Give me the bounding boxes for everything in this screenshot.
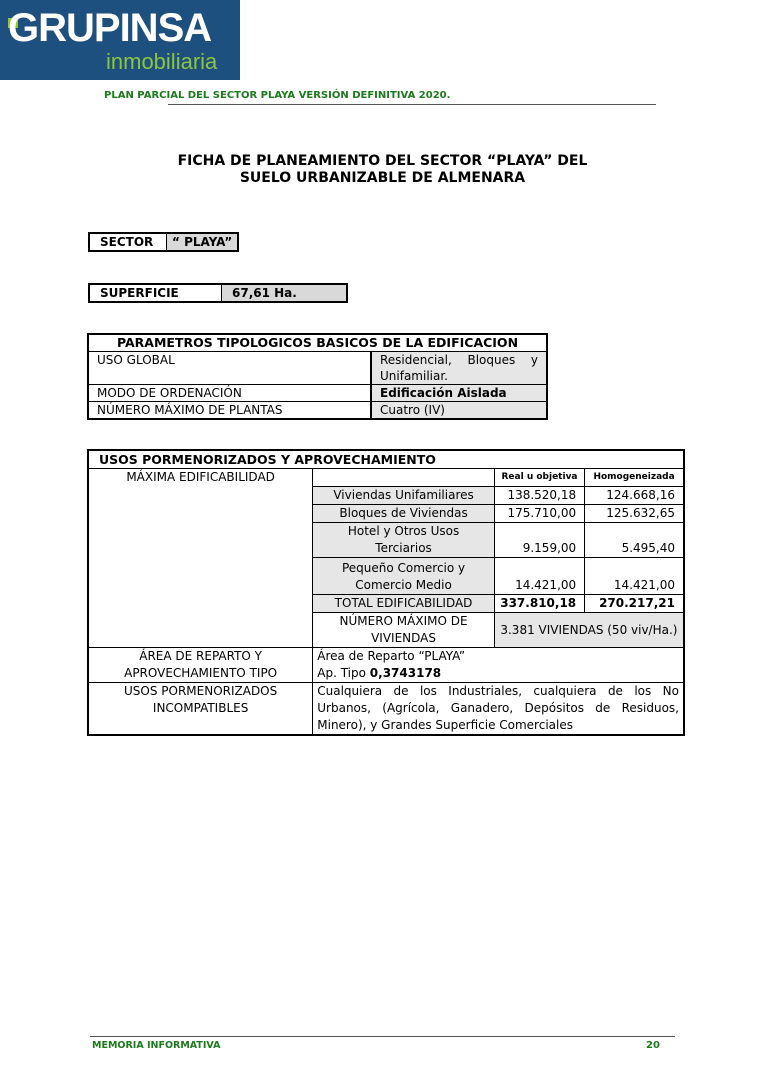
incompatibles-label-line-2: INCOMPATIBLES	[152, 701, 249, 715]
reparto-ap-tipo	[317, 665, 679, 682]
reparto-value	[313, 648, 684, 683]
table-row	[88, 402, 547, 420]
parametros-table	[87, 333, 548, 420]
col-real-header: Real u objetiva	[494, 469, 584, 487]
page-number: 20	[646, 1040, 660, 1051]
sector-value: “ PLAYA”	[166, 234, 237, 250]
table-row	[88, 648, 684, 683]
parametros-header: PARAMETROS TIPOLOGICOS BASICOS DE LA EDIFICACION	[88, 334, 547, 352]
usos-header: USOS PORMENORIZADOS Y APROVECHAMIENTO	[88, 450, 684, 469]
modo-ordenacion-label: MODO DE ORDENACIÓN	[88, 385, 371, 402]
use-label-line-2: Comercio Medio	[355, 578, 452, 592]
use-label	[313, 558, 495, 595]
usos-table	[87, 449, 685, 736]
col-homog-header: Homogeneizada	[585, 469, 684, 487]
table-row	[88, 352, 547, 385]
sector-box	[88, 232, 239, 252]
logo-tagline: inmobiliaria	[106, 49, 218, 74]
use-label-line-1: Hotel y Otros Usos	[347, 524, 460, 538]
company-logo	[0, 0, 240, 80]
use-label: Bloques de Viviendas	[313, 505, 495, 523]
homog-value: 125.632,65	[585, 505, 684, 523]
page-header: PLAN PARCIAL DEL SECTOR PLAYA VERSIÓN DEFINITIVA 2020.	[104, 90, 451, 101]
homog-value: 124.668,16	[585, 487, 684, 505]
real-value: 9.159,00	[494, 523, 584, 558]
viviendas-value: 3.381 VIVIENDAS (50 viv/Ha.)	[494, 613, 684, 648]
header-rule	[168, 104, 656, 105]
ap-tipo-prefix: Ap. Tipo	[317, 666, 366, 680]
plantas-label: NÚMERO MÁXIMO DE PLANTAS	[88, 402, 371, 420]
title-line-2: SUELO URBANIZABLE DE ALMENARA	[239, 170, 526, 186]
document-title	[90, 153, 675, 187]
uso-global-value: Residencial, Bloques y Unifamiliar.	[371, 352, 547, 385]
modo-ordenacion-value: Edificación Aislada	[371, 385, 547, 402]
incompatibles-label	[88, 683, 313, 736]
homog-value: 5.495,40	[585, 523, 684, 558]
superficie-label: SUPERFICIE	[100, 286, 179, 300]
viviendas-label: NÚMERO MÁXIMO DE VIVIENDAS	[313, 613, 495, 648]
sector-label: SECTOR	[100, 235, 154, 249]
real-value: 14.421,00	[494, 558, 584, 595]
homog-value: 14.421,00	[585, 558, 684, 595]
title-line-1: FICHA DE PLANEAMIENTO DEL SECTOR “PLAYA” DEL	[177, 153, 588, 169]
superficie-box	[88, 283, 348, 303]
ap-tipo-value: 0,3743178	[369, 666, 442, 680]
superficie-value: 67,61 Ha.	[221, 285, 346, 301]
incompatibles-label-line-1: USOS PORMENORIZADOS	[123, 684, 278, 698]
max-edificabilidad-label: MÁXIMA EDIFICABILIDAD	[88, 469, 313, 648]
plantas-value: Cuatro (IV)	[371, 402, 547, 420]
use-label	[313, 523, 495, 558]
use-label-line-1: Pequeño Comercio y	[341, 561, 466, 575]
real-value: 138.520,18	[494, 487, 584, 505]
reparto-area: Área de Reparto “PLAYA”	[317, 649, 466, 663]
reparto-label-line-2: APROVECHAMIENTO TIPO	[124, 666, 278, 680]
logo-name: GRUPINSA	[8, 6, 212, 50]
uso-global-label: USO GLOBAL	[88, 352, 371, 385]
footer-rule	[90, 1036, 675, 1037]
use-label: Viviendas Unifamiliares	[313, 487, 495, 505]
table-row	[88, 385, 547, 402]
table-row	[88, 683, 684, 736]
real-value: 175.710,00	[494, 505, 584, 523]
reparto-label-line-1: ÁREA DE REPARTO Y	[139, 649, 263, 663]
total-homog-value: 270.217,21	[585, 595, 684, 613]
total-label: TOTAL EDIFICABILIDAD	[313, 595, 495, 613]
total-real-value: 337.810,18	[494, 595, 584, 613]
page-footer: MEMORIA INFORMATIVA	[92, 1040, 221, 1051]
reparto-label	[88, 648, 313, 683]
use-label-line-2: Terciarios	[375, 541, 432, 555]
incompatibles-value: Cualquiera de los Industriales, cualquiera de los No Urbanos, (Agrícola, Ganadero, Depósitos de Residuos, Minero), y Grandes Superficie Comerciales	[313, 683, 684, 736]
